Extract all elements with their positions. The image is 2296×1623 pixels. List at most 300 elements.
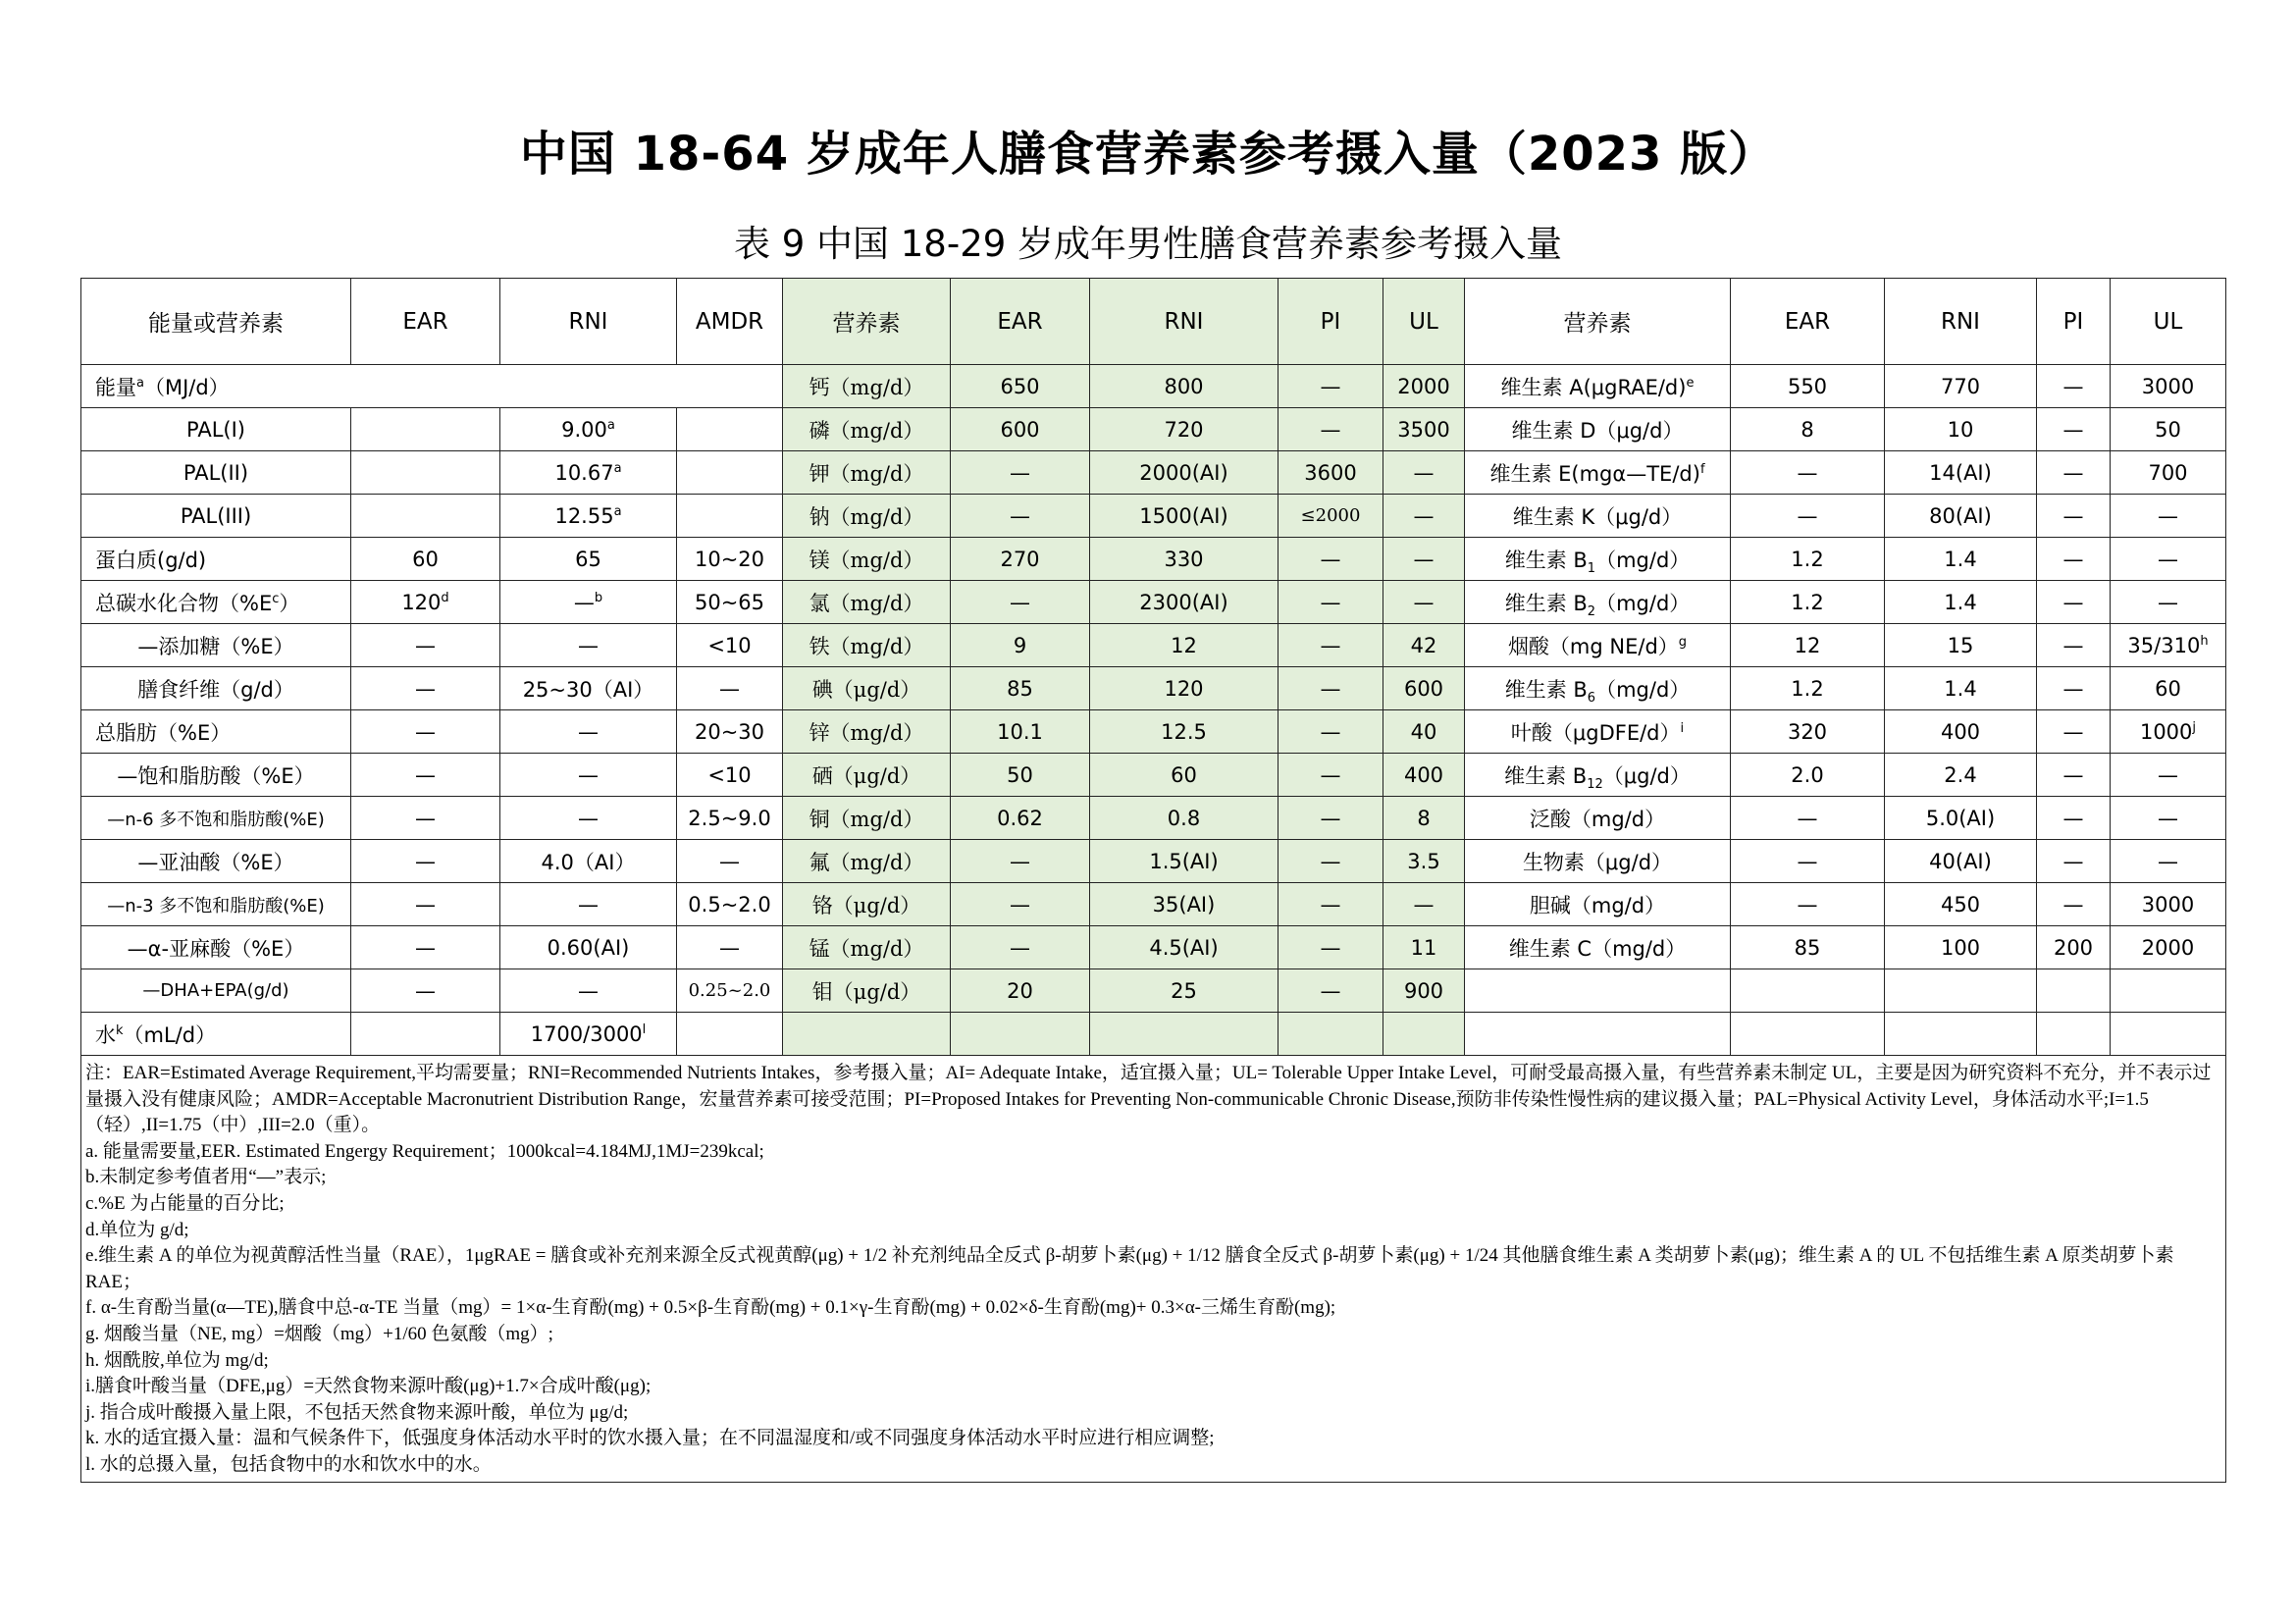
- cell-text: —: [573, 590, 595, 614]
- cell-text: 1.4: [1944, 590, 1977, 614]
- cell-text: —: [1320, 374, 1341, 398]
- nutrient-ear: [351, 495, 500, 538]
- cell-text: 2000: [2141, 935, 2195, 960]
- nutrient-amdr: [677, 451, 783, 495]
- cell-text: —: [415, 633, 436, 657]
- cell-text: 600: [1000, 417, 1040, 442]
- cell-text: PAL(III): [180, 503, 252, 528]
- vitamin-ul: [2111, 754, 2226, 797]
- mineral-ul: [1383, 451, 1465, 495]
- cell-text: —: [1413, 547, 1435, 571]
- mineral-rni: [1090, 408, 1278, 451]
- table-row: [81, 710, 2226, 754]
- cell-text: —: [2062, 806, 2084, 830]
- cell-text: （mL/d）: [123, 1022, 217, 1047]
- note-line: l. 水的总摄入量，包括食物中的水和饮水中的水。: [85, 1453, 492, 1475]
- footnote-marker: b: [594, 590, 603, 605]
- cell-text: 钠（mg/d）: [809, 504, 924, 529]
- nutrient-rni: [500, 624, 677, 667]
- cell-text: 0.5~2.0: [688, 892, 771, 916]
- note-line: i.膳食叶酸当量（DFE,μg）=天然食物来源叶酸(μg)+1.7×合成叶酸(μg);: [85, 1376, 652, 1397]
- mineral-pi: [1278, 581, 1383, 624]
- cell-text: 60: [1171, 762, 1197, 787]
- cell-text: 85: [1007, 676, 1033, 701]
- nutrient-amdr: [677, 797, 783, 840]
- table-row: [81, 883, 2226, 926]
- footnote-marker: d: [441, 590, 449, 605]
- note-line: d.单位为 g/d;: [85, 1219, 189, 1240]
- mineral-rni: [1090, 969, 1278, 1013]
- cell-text: 1.2: [1791, 547, 1824, 571]
- mineral-name: [783, 624, 951, 667]
- empty-cell: [1465, 969, 1731, 1013]
- nutrient-rni: [500, 969, 677, 1013]
- nutrient-rni: [500, 538, 677, 581]
- mineral-ear: [951, 408, 1090, 451]
- cell-text: 8: [1417, 806, 1431, 830]
- vitamin-rni: [1885, 883, 2037, 926]
- cell-text: （mg/d）: [1595, 548, 1691, 572]
- mineral-name: [783, 495, 951, 538]
- cell-text: 50~65: [694, 590, 765, 614]
- cell-text: 钾（mg/d）: [809, 461, 924, 486]
- nutrient-ear: [351, 667, 500, 710]
- cell-text: AMDR: [695, 308, 764, 335]
- vitamin-ear: [1731, 365, 1885, 408]
- nutrient-name: [81, 667, 351, 710]
- vitamin-name: [1465, 624, 1731, 667]
- cell-text: 2.5~9.0: [688, 806, 771, 830]
- table-row: [81, 538, 2226, 581]
- vitamin-pi: [2037, 797, 2111, 840]
- mineral-rni: [1090, 754, 1278, 797]
- cell-text: —: [415, 978, 436, 1003]
- empty-cell: [1383, 1013, 1465, 1056]
- footnote-marker: i: [1680, 720, 1685, 736]
- cell-text: —: [1320, 417, 1341, 442]
- cell-text: 20~30: [694, 719, 765, 744]
- vitamin-ul: [2111, 451, 2226, 495]
- vitamin-ear: [1731, 451, 1885, 495]
- mineral-rni: [1090, 926, 1278, 969]
- table-row: [81, 624, 2226, 667]
- empty-cell: [677, 1013, 783, 1056]
- nutrient-ear: [351, 710, 500, 754]
- vitamin-ul: [2111, 624, 2226, 667]
- column-header: [1090, 279, 1278, 365]
- cell-text: —亚油酸（%E）: [137, 850, 294, 874]
- nutrient-name: [81, 408, 351, 451]
- nutrient-amdr: [677, 667, 783, 710]
- cell-text: 650: [1000, 374, 1040, 398]
- subscript: 2: [1587, 603, 1596, 619]
- vitamin-name: [1465, 754, 1731, 797]
- mineral-ear: [951, 365, 1090, 408]
- cell-text: 氯（mg/d）: [809, 591, 924, 615]
- vitamin-ear: [1731, 883, 1885, 926]
- cell-text: 35/310: [2127, 633, 2201, 657]
- note-line: e.维生素 A 的单位为视黄醇活性当量（RAE），1μgRAE = 膳食或补充剂来源全反式视黄醇(μg) + 1/2 补充剂纯品全反式 β-胡萝卜素(μg) + 1/12 膳食全反式 β-胡萝卜素(μg) + 1/24 其他膳食维生素 A 类胡萝卜素(μg)；维生素 A 的 UL 不包括维生素 A 原类胡萝卜素 RAE；: [85, 1245, 2174, 1292]
- mineral-rni: [1090, 840, 1278, 883]
- column-header: [1278, 279, 1383, 365]
- cell-text: —: [415, 892, 436, 916]
- vitamin-pi: [2037, 710, 2111, 754]
- cell-text: 400: [1940, 719, 1981, 744]
- empty-cell: [2111, 1013, 2226, 1056]
- nutrient-amdr: [677, 754, 783, 797]
- cell-text: 水: [95, 1022, 116, 1047]
- footnote-marker: a: [613, 460, 622, 476]
- cell-text: 120: [1164, 676, 1204, 701]
- cell-text: 200: [2053, 935, 2094, 960]
- cell-text: —: [2062, 762, 2084, 787]
- nutrient-ear: [351, 797, 500, 840]
- footnote-marker: f: [1699, 461, 1705, 477]
- nutrient-name: [81, 883, 351, 926]
- nutrient-rni: [500, 797, 677, 840]
- cell-text: 400: [1403, 762, 1444, 787]
- cell-text: EAR: [997, 308, 1043, 335]
- water-rni: [500, 1013, 677, 1056]
- nutrient-ear: [351, 883, 500, 926]
- vitamin-pi: [2037, 754, 2111, 797]
- nutrient-amdr: [677, 538, 783, 581]
- nutrient-name: [81, 926, 351, 969]
- water-label: [81, 1013, 351, 1056]
- nutrient-ear: [351, 754, 500, 797]
- cell-text: —: [2158, 547, 2178, 571]
- note-line: g. 烟酸当量（NE, mg）=烟酸（mg）+1/60 色氨酸（mg）;: [85, 1323, 553, 1344]
- mineral-ear: [951, 667, 1090, 710]
- cell-text: —n-3 多不饱和脂肪酸(%E): [107, 895, 325, 916]
- subscript: 12: [1587, 776, 1603, 792]
- cell-text: —: [1010, 503, 1030, 528]
- empty-cell: [1731, 1013, 1885, 1056]
- cell-text: 330: [1164, 547, 1204, 571]
- cell-text: —: [719, 849, 740, 873]
- cell-text: —: [2158, 762, 2178, 787]
- nutrient-name: [81, 969, 351, 1013]
- mineral-ear: [951, 797, 1090, 840]
- mineral-name: [783, 840, 951, 883]
- nutrient-ear: [351, 926, 500, 969]
- vitamin-ear: [1731, 495, 1885, 538]
- cell-text: RNI: [1941, 308, 1980, 335]
- mineral-ear: [951, 624, 1090, 667]
- mineral-name: [783, 667, 951, 710]
- cell-text: —: [578, 978, 599, 1003]
- cell-text: PI: [1320, 308, 1341, 335]
- table-row: [81, 365, 2226, 408]
- nutrient-name: [81, 581, 351, 624]
- vitamin-ear: [1731, 797, 1885, 840]
- cell-text: —: [1413, 503, 1435, 528]
- vitamin-ul: [2111, 365, 2226, 408]
- cell-text: 15: [1947, 633, 1974, 657]
- cell-text: 锌（mg/d）: [809, 720, 924, 745]
- cell-text: 3000: [2141, 892, 2195, 916]
- cell-text: —: [1010, 935, 1030, 960]
- vitamin-rni: [1885, 710, 2037, 754]
- nutrient-ear: [351, 538, 500, 581]
- table-row: [81, 840, 2226, 883]
- vitamin-rni: [1885, 538, 2037, 581]
- cell-text: 总脂肪（%E）: [95, 720, 232, 745]
- cell-text: —: [2062, 590, 2084, 614]
- cell-text: —: [2158, 849, 2178, 873]
- cell-text: 氟（mg/d）: [809, 850, 924, 874]
- table-caption: 表 9 中国 18-29 岁成年男性膳食营养素参考摄入量: [733, 223, 1563, 265]
- cell-text: —: [1320, 547, 1341, 571]
- cell-text: 1.2: [1791, 676, 1824, 701]
- cell-text: UL: [2153, 308, 2183, 335]
- cell-text: 25: [1171, 978, 1197, 1003]
- mineral-rni: [1090, 365, 1278, 408]
- vitamin-rni: [1885, 581, 2037, 624]
- nutrient-amdr: [677, 408, 783, 451]
- cell-text: 镁（mg/d）: [809, 548, 924, 572]
- empty-cell: [1731, 969, 1885, 1013]
- cell-text: —: [2062, 892, 2084, 916]
- cell-text: 维生素 K（μg/d）: [1512, 504, 1683, 529]
- vitamin-ear: [1731, 624, 1885, 667]
- nutrient-amdr: [677, 969, 783, 1013]
- cell-text: EAR: [402, 308, 448, 335]
- nutrient-ear: [351, 408, 500, 451]
- cell-text: 42: [1410, 633, 1437, 657]
- table-row: [81, 667, 2226, 710]
- cell-text: 叶酸（μgDFE/d）: [1510, 720, 1681, 745]
- vitamin-ul: [2111, 926, 2226, 969]
- mineral-ul: [1383, 408, 1465, 451]
- column-header: [2037, 279, 2111, 365]
- note-line: c.%E 为占能量的百分比;: [85, 1192, 285, 1214]
- cell-text: 50: [2155, 417, 2181, 442]
- cell-text: —: [1797, 460, 1818, 485]
- nutrient-name: [81, 710, 351, 754]
- mineral-name: [783, 883, 951, 926]
- vitamin-pi: [2037, 538, 2111, 581]
- cell-text: 营养素: [1563, 311, 1632, 337]
- mineral-pi: [1278, 667, 1383, 710]
- cell-text: —: [1320, 849, 1341, 873]
- table-row: [81, 581, 2226, 624]
- energy-label: [81, 365, 783, 408]
- column-header: [81, 279, 351, 365]
- cell-text: 270: [1000, 547, 1040, 571]
- cell-text: 25~30（AI）: [522, 677, 654, 702]
- mineral-ear: [951, 969, 1090, 1013]
- nutrient-name: [81, 840, 351, 883]
- cell-text: —: [578, 719, 599, 744]
- vitamin-ear: [1731, 710, 1885, 754]
- mineral-ul: [1383, 581, 1465, 624]
- nutrient-rni: [500, 840, 677, 883]
- vitamin-rni: [1885, 840, 2037, 883]
- cell-text: 12: [1794, 633, 1821, 657]
- nutrient-rni: [500, 408, 677, 451]
- vitamin-name: [1465, 797, 1731, 840]
- column-header: [1885, 279, 2037, 365]
- cell-text: —: [415, 935, 436, 960]
- vitamin-rni: [1885, 408, 2037, 451]
- cell-text: —: [1797, 892, 1818, 916]
- mineral-ear: [951, 840, 1090, 883]
- mineral-ear: [951, 754, 1090, 797]
- cell-text: 3500: [1397, 417, 1450, 442]
- nutrient-amdr: [677, 710, 783, 754]
- column-header: [1465, 279, 1731, 365]
- column-header: [677, 279, 783, 365]
- cell-text: 0.8: [1167, 806, 1201, 830]
- mineral-name: [783, 754, 951, 797]
- cell-text: 450: [1940, 892, 1981, 916]
- cell-text: —: [2062, 547, 2084, 571]
- cell-text: PAL(I): [186, 417, 245, 442]
- vitamin-ear: [1731, 926, 1885, 969]
- cell-text: —: [415, 849, 436, 873]
- cell-text: —: [415, 806, 436, 830]
- mineral-rni: [1090, 797, 1278, 840]
- cell-text: —: [2062, 633, 2084, 657]
- cell-text: —: [1797, 806, 1818, 830]
- cell-text: 磷（mg/d）: [809, 418, 924, 443]
- mineral-rni: [1090, 710, 1278, 754]
- nutrient-amdr: [677, 840, 783, 883]
- cell-text: 900: [1403, 978, 1444, 1003]
- mineral-name: [783, 408, 951, 451]
- cell-text: —: [1320, 978, 1341, 1003]
- cell-text: 2.4: [1944, 762, 1977, 787]
- mineral-pi: [1278, 408, 1383, 451]
- vitamin-rni: [1885, 797, 2037, 840]
- cell-text: —: [1413, 892, 1435, 916]
- vitamin-ul: [2111, 710, 2226, 754]
- footnote-marker: e: [1686, 375, 1695, 391]
- cell-text: 维生素 D（μg/d）: [1511, 418, 1684, 443]
- cell-text: EAR: [1784, 308, 1831, 335]
- cell-text: —: [1010, 460, 1030, 485]
- cell-text: —饱和脂肪酸（%E）: [117, 763, 315, 788]
- vitamin-ear: [1731, 581, 1885, 624]
- mineral-ul: [1383, 797, 1465, 840]
- mineral-ul: [1383, 754, 1465, 797]
- cell-text: 100: [1940, 935, 1981, 960]
- cell-text: 9.00: [561, 417, 607, 442]
- mineral-name: [783, 926, 951, 969]
- mineral-rni: [1090, 624, 1278, 667]
- cell-text: 60: [2155, 676, 2181, 701]
- note-line: a. 能量需要量,EER. Estimated Engergy Requirement；1000kcal=4.184MJ,1MJ=239kcal;: [85, 1140, 764, 1162]
- footnote-marker: k: [116, 1022, 124, 1038]
- footnote-marker: c: [272, 591, 280, 606]
- cell-text: —: [1320, 762, 1341, 787]
- cell-text: —添加糖（%E）: [137, 634, 294, 658]
- cell-text: 550: [1787, 374, 1828, 398]
- nutrient-rni: [500, 754, 677, 797]
- mineral-ul: [1383, 538, 1465, 581]
- cell-text: UL: [1409, 308, 1438, 335]
- nutrient-ear: [351, 581, 500, 624]
- mineral-ear: [951, 883, 1090, 926]
- cell-text: 0.25~2.0: [688, 980, 771, 1001]
- cell-text: 2300(AI): [1139, 590, 1228, 614]
- cell-text: —DHA+EPA(g/d): [142, 980, 289, 1001]
- cell-text: 85: [1794, 935, 1821, 960]
- empty-cell: [351, 1013, 500, 1056]
- cell-text: —: [719, 676, 740, 701]
- vitamin-pi: [2037, 451, 2111, 495]
- cell-text: 80(AI): [1929, 503, 1992, 528]
- cell-text: —: [1010, 590, 1030, 614]
- table-row: [81, 495, 2226, 538]
- vitamin-name: [1465, 667, 1731, 710]
- cell-text: 泛酸（mg/d）: [1529, 807, 1666, 831]
- mineral-pi: [1278, 451, 1383, 495]
- note-line: f. α-生育酚当量(α—TE),膳食中总-α-TE 当量（mg）= 1×α-生育酚(mg) + 0.5×β-生育酚(mg) + 0.1×γ-生育酚(mg) + 0.02×δ-生育酚(mg)+ 0.3×α-三烯生育酚(mg);: [85, 1297, 1336, 1319]
- column-header: [783, 279, 951, 365]
- cell-text: 2.0: [1791, 762, 1824, 787]
- cell-text: 3600: [1304, 460, 1357, 485]
- cell-text: —: [415, 719, 436, 744]
- vitamin-ear: [1731, 667, 1885, 710]
- cell-text: —n-6 多不饱和脂肪酸(%E): [107, 809, 325, 830]
- cell-text: —: [578, 806, 599, 830]
- cell-text: —: [1320, 676, 1341, 701]
- cell-text: 膳食纤维（g/d）: [137, 677, 294, 702]
- footnote-marker: a: [613, 503, 622, 519]
- cell-text: 能量: [95, 375, 136, 399]
- nutrient-name: [81, 797, 351, 840]
- cell-text: 维生素 B: [1504, 548, 1588, 572]
- cell-text: —: [2062, 374, 2084, 398]
- vitamin-rni: [1885, 624, 2037, 667]
- mineral-name: [783, 710, 951, 754]
- cell-text: 4.5(AI): [1149, 935, 1219, 960]
- mineral-pi: [1278, 926, 1383, 969]
- vitamin-pi: [2037, 495, 2111, 538]
- vitamin-name: [1465, 581, 1731, 624]
- nutrient-rni: [500, 710, 677, 754]
- mineral-pi: [1278, 538, 1383, 581]
- vitamin-rni: [1885, 926, 2037, 969]
- note-line: h. 烟酰胺,单位为 mg/d;: [85, 1349, 269, 1371]
- cell-text: 770: [1940, 374, 1981, 398]
- column-header: [1383, 279, 1465, 365]
- vitamin-name: [1465, 538, 1731, 581]
- mineral-ul: [1383, 495, 1465, 538]
- cell-text: —: [578, 633, 599, 657]
- nutrient-rni: [500, 667, 677, 710]
- mineral-name: [783, 451, 951, 495]
- nutrient-rni: [500, 883, 677, 926]
- note-line: j. 指合成叶酸摄入量上限，不包括天然食物来源叶酸，单位为 μg/d;: [85, 1401, 629, 1423]
- mineral-pi: [1278, 495, 1383, 538]
- cell-text: —: [1797, 503, 1818, 528]
- nutrient-amdr: [677, 495, 783, 538]
- mineral-pi: [1278, 883, 1383, 926]
- cell-text: ）: [279, 591, 300, 615]
- cell-text: —: [2158, 806, 2178, 830]
- cell-text: —: [2062, 676, 2084, 701]
- cell-text: —α-亚麻酸（%E）: [127, 936, 305, 961]
- cell-text: 维生素 B: [1504, 591, 1588, 615]
- cell-text: 锰（mg/d）: [809, 936, 924, 961]
- table-row: [81, 408, 2226, 451]
- notes-row: [81, 1056, 2226, 1483]
- mineral-ear: [951, 451, 1090, 495]
- cell-text: 能量或营养素: [148, 311, 284, 337]
